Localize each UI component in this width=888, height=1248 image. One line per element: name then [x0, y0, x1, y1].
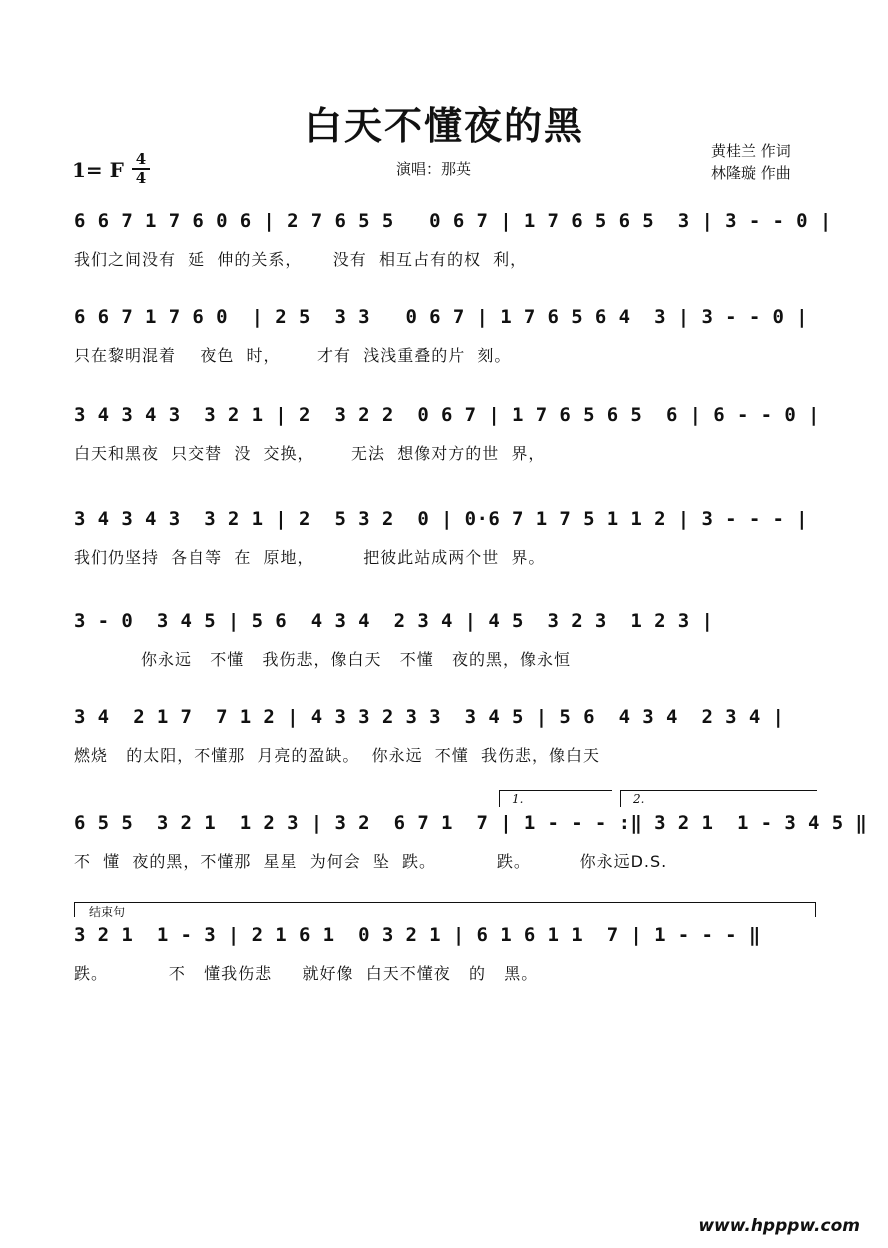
song-title: 白天不懂夜的黑 — [303, 104, 584, 148]
composer-credit: 林隆璇 作曲 — [711, 164, 791, 182]
notation-line: 6 5 5 3 2 1 1 2 3 | 3 2 6 7 1 7 | 1 - - - :‖ 3 2 1 1 - 3 4 5 ‖ — [74, 812, 868, 834]
first-ending-bracket — [499, 790, 612, 807]
coda-bracket — [74, 902, 816, 917]
second-ending-bracket — [620, 790, 817, 807]
lyrics-line: 我们之间没有 延 伸的关系， 没有 相互占有的权 利， — [74, 250, 528, 269]
music-system — [74, 210, 832, 290]
notation-line: 6 6 7 1 7 6 0 | 2 5 3 3 0 6 7 | 1 7 6 5 6 4 3 | 3 - - 0 | — [74, 306, 809, 328]
lyrics-line: 只在黎明混着 夜色 时， 才有 浅浅重叠的片 刻。 — [74, 346, 512, 365]
lyrics-line: 我们仍坚持 各自等 在 原地， 把彼此站成两个世 界。 — [74, 548, 546, 567]
music-system — [74, 924, 822, 1004]
music-system — [74, 508, 822, 588]
lyrics-line: 燃烧 的太阳，不懂那 月亮的盈缺。 你永远 不懂 我伤悲，像白天 — [74, 746, 600, 765]
lyrics-line: 白天和黑夜 只交替 没 交换， 无法 想像对方的世 界， — [74, 444, 546, 463]
time-signature-top: 4 — [135, 150, 147, 168]
first-ending-label: 1. — [512, 792, 524, 806]
lyrics-line: 不 懂 夜的黑，不懂那 星星 为何会 坠 跌。 跌。 你永远D.S. — [74, 852, 668, 871]
music-system — [74, 812, 868, 892]
site-watermark: www.hpppw.com — [698, 1216, 860, 1236]
time-signature — [132, 152, 150, 186]
music-system — [74, 404, 822, 484]
notation-line: 3 4 2 1 7 7 1 2 | 4 3 3 2 3 3 3 4 5 | 5 6 4 3 4 2 3 4 | — [74, 706, 785, 728]
notation-line: 3 4 3 4 3 3 2 1 | 2 5 3 2 0 | 0·6 7 1 7 5 1 1 2 | 3 - - - | — [74, 508, 809, 530]
notation-line: 6 6 7 1 7 6 0 6 | 2 7 6 5 5 0 6 7 | 1 7 6 5 6 5 3 | 3 - - 0 | — [74, 210, 832, 232]
lyricist-credit: 黄桂兰 作词 — [711, 142, 791, 160]
coda-label: 结束句 — [89, 905, 126, 919]
music-system — [74, 306, 822, 386]
lyrics-line: 你永远 不懂 我伤悲，像白天 不懂 夜的黑，像永恒 — [74, 650, 571, 669]
lyrics-line: 跌。 不 懂我伤悲 就好像 白天不懂夜 的 黑。 — [74, 964, 539, 983]
time-signature-bottom: 4 — [135, 169, 147, 187]
music-system — [74, 706, 822, 786]
singer-credit: 演唱：那英 — [396, 160, 472, 178]
key-signature: 1= F — [72, 158, 124, 182]
notation-line: 3 2 1 1 - 3 | 2 1 6 1 0 3 2 1 | 6 1 6 1 1 7 | 1 - - - ‖ — [74, 924, 761, 946]
notation-line: 3 - 0 3 4 5 | 5 6 4 3 4 2 3 4 | 4 5 3 2 3 1 2 3 | — [74, 610, 714, 632]
second-ending-label: 2. — [633, 792, 645, 806]
notation-line: 3 4 3 4 3 3 2 1 | 2 3 2 2 0 6 7 | 1 7 6 5 6 5 6 | 6 - - 0 | — [74, 404, 820, 426]
music-system — [74, 610, 822, 690]
